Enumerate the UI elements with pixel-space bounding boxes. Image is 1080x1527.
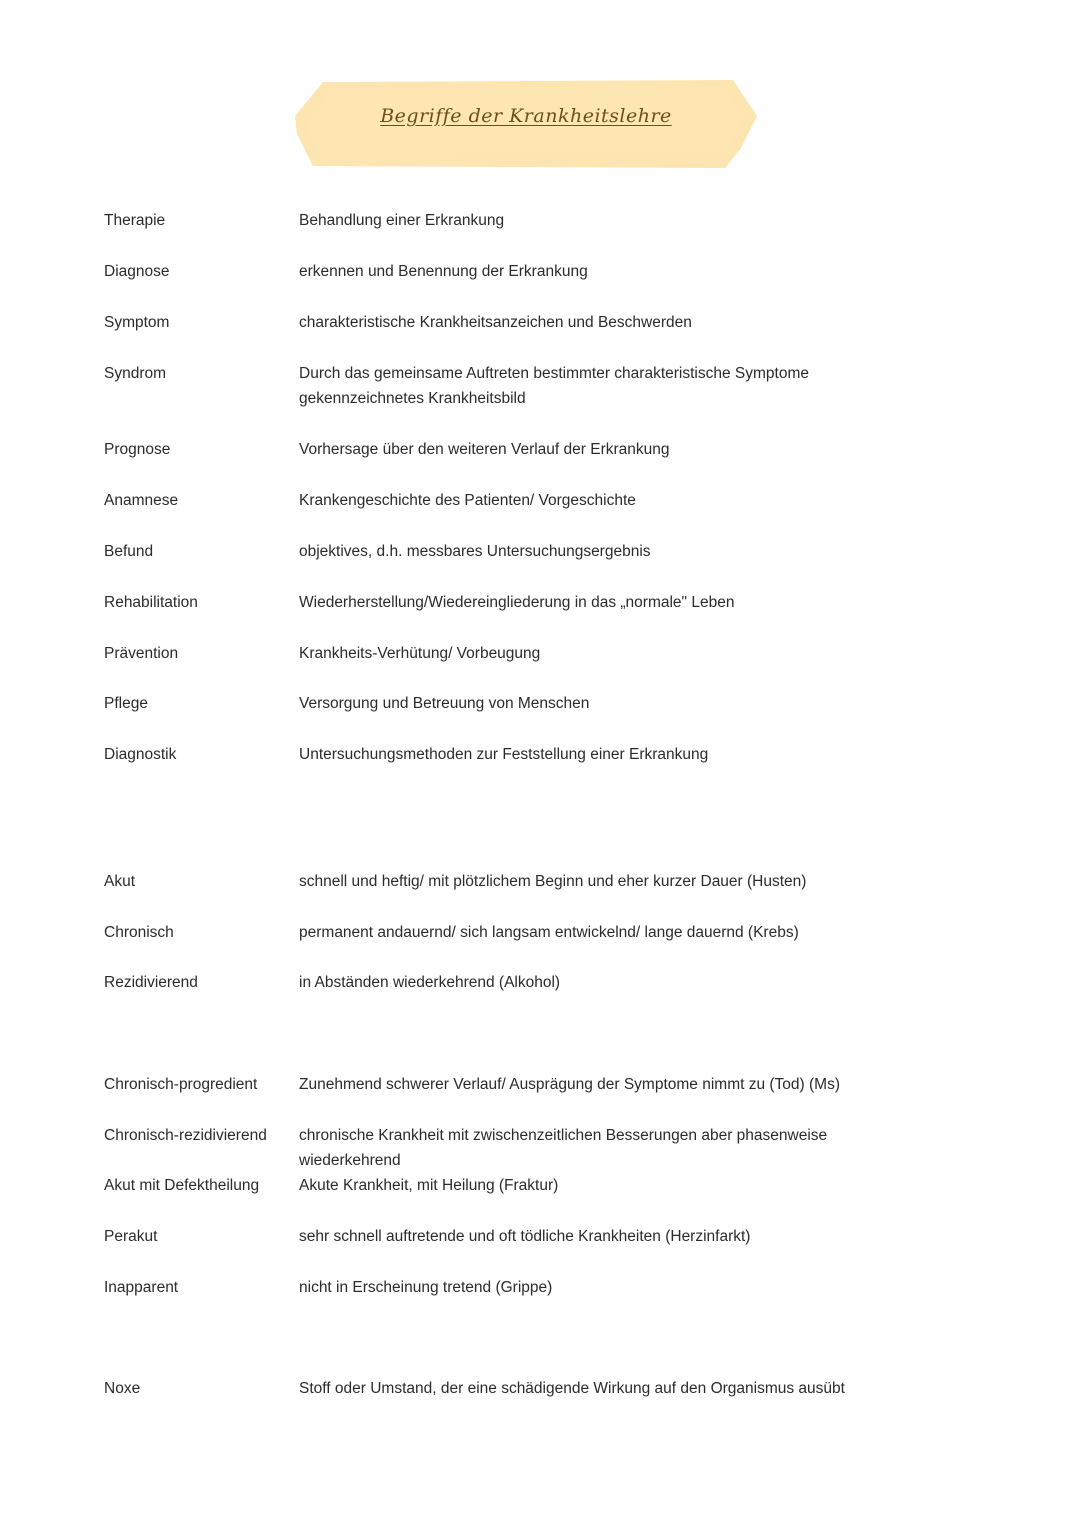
term-definition: Stoff oder Umstand, der eine schädigende Wirkung auf den Organismus ausübt <box>299 1380 845 1397</box>
title-banner <box>293 78 759 170</box>
term-definition: charakteristische Krankheitsanzeichen und Beschwerden <box>299 314 692 331</box>
term-label: Symptom <box>104 314 170 331</box>
term-definition: Behandlung einer Erkrankung <box>299 212 505 229</box>
term-label: Chronisch <box>104 924 174 941</box>
term-label: Perakut <box>104 1228 158 1245</box>
term-definition: in Abständen wiederkehrend (Alkohol) <box>299 974 561 991</box>
term-label: Chronisch-rezidivierend <box>104 1127 267 1144</box>
term-label: Akut mit Defektheilung <box>104 1177 260 1194</box>
term-definition: Wiederherstellung/Wiedereingliederung in das „normale" Leben <box>299 594 735 611</box>
term-definition: Versorgung und Betreuung von Menschen <box>299 695 590 712</box>
term-label: Akut <box>104 873 136 890</box>
term-definition: permanent andauernd/ sich langsam entwickelnd/ lange dauernd (Krebs) <box>299 924 799 941</box>
term-definition: sehr schnell auftretende und oft tödliche Krankheiten (Herzinfarkt) <box>299 1228 751 1245</box>
term-definition: Durch das gemeinsame Auftreten bestimmter charakteristische Symptome gekennzeichnetes Krankheitsbild <box>299 365 809 407</box>
term-definition: objektives, d.h. messbares Untersuchungsergebnis <box>299 543 651 560</box>
term-label: Anamnese <box>104 492 179 509</box>
term-label: Befund <box>104 543 154 560</box>
term-label: Pflege <box>104 695 148 712</box>
term-definition: nicht in Erscheinung tretend (Grippe) <box>299 1279 553 1296</box>
term-definition: Untersuchungsmethoden zur Feststellung einer Erkrankung <box>299 746 709 763</box>
term-definition: schnell und heftig/ mit plötzlichem Beginn und eher kurzer Dauer (Husten) <box>299 873 807 890</box>
term-label: Diagnose <box>104 263 170 280</box>
term-definition: Krankheits-Verhütung/ Vorbeugung <box>299 645 541 662</box>
term-label: Therapie <box>104 212 166 229</box>
term-definition: erkennen und Benennung der Erkrankung <box>299 263 588 280</box>
term-label: Rezidivierend <box>104 974 198 991</box>
term-label: Inapparent <box>104 1279 179 1296</box>
term-label: Chronisch-progredient <box>104 1076 258 1093</box>
term-label: Prognose <box>104 441 171 458</box>
term-label: Syndrom <box>104 365 167 382</box>
term-definition: Akute Krankheit, mit Heilung (Fraktur) <box>299 1177 559 1194</box>
term-definition: Zunehmend schwerer Verlauf/ Ausprägung der Symptome nimmt zu (Tod) (Ms) <box>299 1076 841 1093</box>
term-definition: Krankengeschichte des Patienten/ Vorgeschichte <box>299 492 636 509</box>
term-definition: chronische Krankheit mit zwischenzeitlichen Besserungen aber phasenweise wiederkehrend <box>299 1127 828 1169</box>
term-label: Rehabilitation <box>104 594 198 611</box>
term-definition: Vorhersage über den weiteren Verlauf der Erkrankung <box>299 441 670 458</box>
term-label: Diagnostik <box>104 746 177 763</box>
term-label: Prävention <box>104 645 179 662</box>
page-title: Begriffe der Krankheitslehre <box>380 105 672 127</box>
term-label: Noxe <box>104 1380 141 1397</box>
